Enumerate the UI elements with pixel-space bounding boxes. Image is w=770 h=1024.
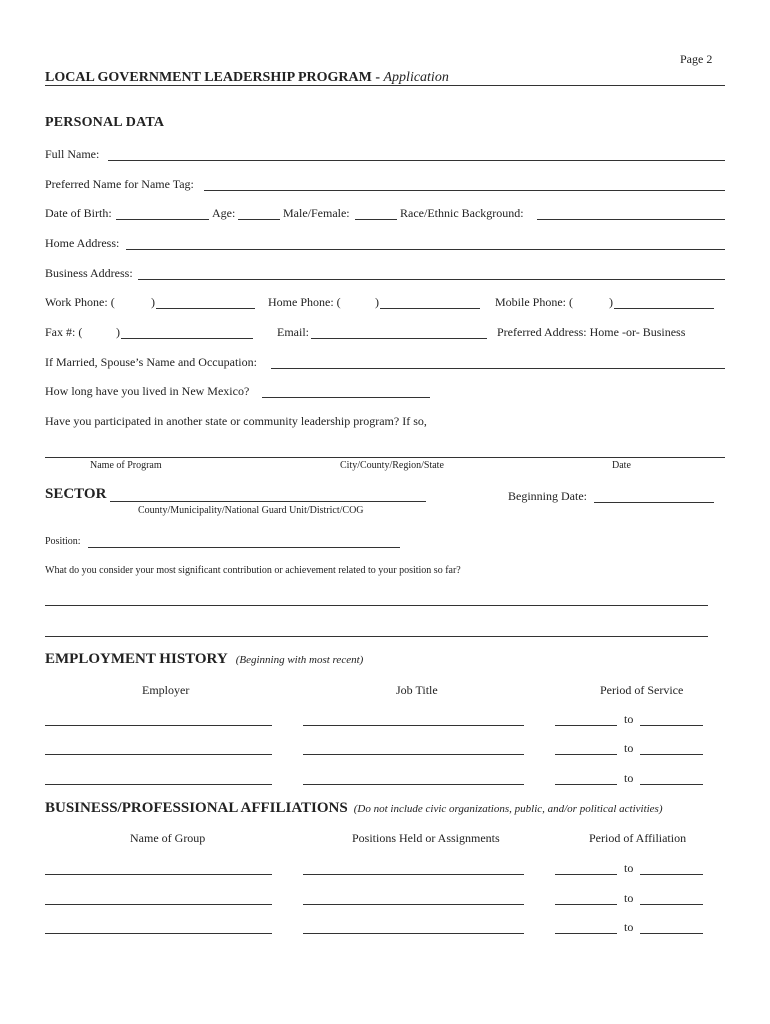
personal-data-heading: PERSONAL DATA — [45, 115, 165, 130]
sector-caption: County/Municipality/National Guard Unit/District/COG — [138, 505, 364, 516]
program-place-caption: City/County/Region/State — [340, 460, 444, 471]
affiliations-heading — [45, 799, 663, 817]
work-phone-paren: ) — [151, 295, 155, 309]
positions-field-3[interactable] — [303, 933, 524, 934]
fax-paren: ) — [116, 325, 120, 339]
to-label: to — [624, 891, 634, 905]
race-label: Race/Ethnic Background: — [400, 206, 524, 220]
positions-field-2[interactable] — [303, 904, 524, 905]
spouse-label: If Married, Spouse’s Name and Occupation: — [45, 355, 257, 369]
contribution-line-2[interactable] — [45, 636, 708, 637]
mobile-phone-field[interactable] — [614, 308, 714, 309]
group-name-field-2[interactable] — [45, 904, 272, 905]
preferred-name-label: Preferred Name for Name Tag: — [45, 177, 194, 191]
race-field[interactable] — [537, 219, 725, 220]
home-phone-field[interactable] — [380, 308, 480, 309]
program-date-caption: Date — [612, 460, 631, 471]
title-rule — [45, 85, 725, 86]
fax-field[interactable] — [121, 338, 253, 339]
employment-heading-text: EMPLOYMENT HISTORY — [45, 651, 228, 667]
home-address-label: Home Address: — [45, 236, 120, 250]
job-title-field-2[interactable] — [303, 754, 524, 755]
participated-label: Have you participated in another state or community leadership program? If so, — [45, 414, 427, 428]
sex-field[interactable] — [355, 219, 397, 220]
positions-held-col: Positions Held or Assignments — [352, 831, 500, 845]
leadership-program-field[interactable] — [45, 457, 725, 458]
sector-heading: SECTOR — [45, 486, 107, 502]
business-address-field[interactable] — [138, 279, 725, 280]
affiliation-to-field-3[interactable] — [640, 933, 703, 934]
position-field[interactable] — [88, 547, 400, 548]
home-phone-paren: ) — [375, 295, 379, 309]
beginning-date-label: Beginning Date: — [508, 489, 587, 503]
employer-field-1[interactable] — [45, 725, 272, 726]
how-long-label: How long have you lived in New Mexico? — [45, 384, 250, 398]
email-label: Email: — [277, 325, 309, 339]
to-label: to — [624, 712, 634, 726]
service-to-field-3[interactable] — [640, 784, 703, 785]
work-phone-field[interactable] — [156, 308, 255, 309]
page-title — [45, 70, 449, 86]
work-phone-label: Work Phone: ( — [45, 295, 115, 309]
job-title-col: Job Title — [396, 683, 438, 697]
affiliation-from-field-2[interactable] — [555, 904, 617, 905]
age-field[interactable] — [238, 219, 280, 220]
fax-label: Fax #: ( — [45, 325, 83, 339]
contribution-label: What do you consider your most significant contribution or achievement related to your position so far? — [45, 565, 461, 576]
age-label: Age: — [212, 206, 236, 220]
group-name-field-3[interactable] — [45, 933, 272, 934]
employer-field-2[interactable] — [45, 754, 272, 755]
preferred-name-field[interactable] — [204, 190, 725, 191]
dob-field[interactable] — [116, 219, 209, 220]
mobile-phone-label: Mobile Phone: ( — [495, 295, 573, 309]
job-title-field-3[interactable] — [303, 784, 524, 785]
beginning-date-field[interactable] — [594, 502, 714, 503]
employment-note: (Beginning with most recent) — [235, 654, 364, 666]
full-name-label: Full Name: — [45, 147, 100, 161]
page-number: Page 2 — [680, 52, 713, 66]
sex-label: Male/Female: — [283, 206, 350, 220]
service-from-field-2[interactable] — [555, 754, 617, 755]
affiliations-note: (Do not include civic organizations, public, and/or political activities) — [353, 803, 663, 815]
employment-heading — [45, 650, 363, 668]
position-label: Position: — [45, 536, 81, 547]
to-label: to — [624, 920, 634, 934]
preferred-address-label[interactable]: Preferred Address: Home -or- Business — [497, 325, 686, 339]
program-name-caption: Name of Program — [90, 460, 162, 471]
service-to-field-1[interactable] — [640, 725, 703, 726]
service-from-field-1[interactable] — [555, 725, 617, 726]
affiliation-from-field-1[interactable] — [555, 874, 617, 875]
spouse-field[interactable] — [271, 368, 725, 369]
affiliation-to-field-1[interactable] — [640, 874, 703, 875]
title-main: LOCAL GOVERNMENT LEADERSHIP PROGRAM - — [45, 70, 384, 85]
to-label: to — [624, 741, 634, 755]
affiliation-from-field-3[interactable] — [555, 933, 617, 934]
home-address-field[interactable] — [126, 249, 725, 250]
employer-field-3[interactable] — [45, 784, 272, 785]
how-long-field[interactable] — [262, 397, 430, 398]
sector-field[interactable] — [110, 501, 426, 502]
period-service-col: Period of Service — [600, 683, 684, 697]
affiliation-to-field-2[interactable] — [640, 904, 703, 905]
affiliations-heading-text: BUSINESS/PROFESSIONAL AFFILIATIONS — [45, 800, 348, 816]
group-name-col: Name of Group — [130, 831, 206, 845]
business-address-label: Business Address: — [45, 266, 133, 280]
mobile-phone-paren: ) — [609, 295, 613, 309]
to-label: to — [624, 771, 634, 785]
contribution-line-1[interactable] — [45, 605, 708, 606]
group-name-field-1[interactable] — [45, 874, 272, 875]
job-title-field-1[interactable] — [303, 725, 524, 726]
employer-col: Employer — [142, 683, 190, 697]
email-field[interactable] — [311, 338, 487, 339]
period-affiliation-col: Period of Affiliation — [589, 831, 687, 845]
full-name-field[interactable] — [108, 160, 725, 161]
title-sub: Application — [383, 70, 449, 85]
service-to-field-2[interactable] — [640, 754, 703, 755]
dob-label: Date of Birth: — [45, 206, 112, 220]
to-label: to — [624, 861, 634, 875]
home-phone-label: Home Phone: ( — [268, 295, 341, 309]
positions-field-1[interactable] — [303, 874, 524, 875]
service-from-field-3[interactable] — [555, 784, 617, 785]
